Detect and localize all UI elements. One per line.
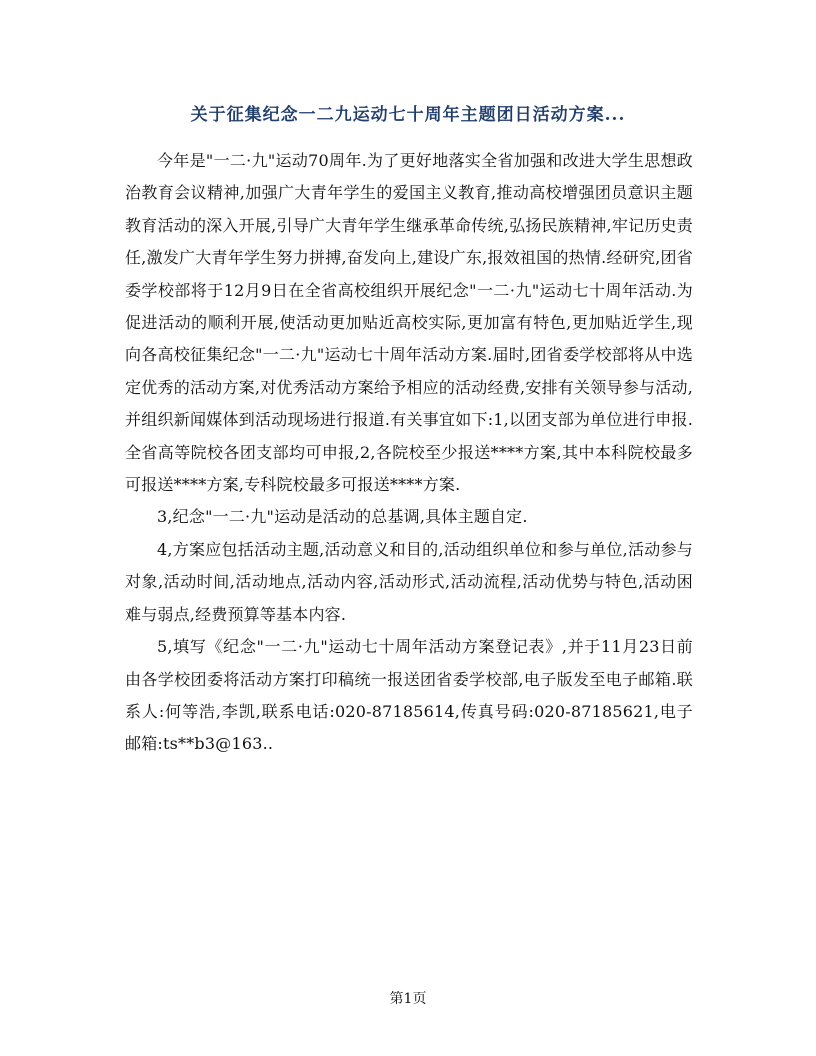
- paragraph-intro: 今年是"一二·九"运动70周年.为了更好地落实全省加强和改进大学生思想政治教育会议精神,加强广大青年学生的爱国主义教育,推动高校增强团员意识主题教育活动的深入开展,引导广大青年学生继承革命传统,弘扬民族精神,牢记历史责任,激发广大青年学生努力拼搏,奋发向上,建设广东,报效祖国的热情.经研究,团省委学校部将于12月9日在全省高校组织开展纪念"一二·九"运动七十周年活动.为促进活动的顺利开展,使活动更加贴近高校实际,更加富有特色,更加贴近学生,现向各高校征集纪念"一二·九"运动七十周年活动方案.届时,团省委学校部将从中选定优秀的活动方案,对优秀活动方案给予相应的活动经费,安排有关领导参与活动,并组织新闻媒体到活动现场进行报道.有关事宜如下:1,以团支部为单位进行申报.全省高等院校各团支部均可申报,2,各院校至少报送****方案,其中本科院校最多可报送****方案,专科院校最多可报送****方案.: [125, 151, 693, 495]
- page-number: 第1页: [389, 991, 427, 1007]
- paragraph-item-4: 4,方案应包括活动主题,活动意义和目的,活动组织单位和参与单位,活动参与对象,活动时间,活动地点,活动内容,活动形式,活动流程,活动优势与特色,活动困难与弱点,经费预算等基本内容.: [125, 539, 693, 624]
- paragraph-item-5: 5,填写《纪念"一二·九"运动七十周年活动方案登记表》,并于11月23日前由各学校团委将活动方案打印稿统一报送团省委学校部,电子版发至电子邮箱.联系人:何等浩,李凯,联系电话:020-87185614,传真号码:020-87185621,电子邮箱:ts**b3@163..: [125, 637, 693, 754]
- paragraph-item-3: 3,纪念"一二·九"运动是活动的总基调,具体主题自定.: [157, 507, 528, 527]
- document-body: [125, 145, 693, 761]
- document-title: 关于征集纪念一二九运动七十周年主题团日活动方案...: [190, 105, 626, 125]
